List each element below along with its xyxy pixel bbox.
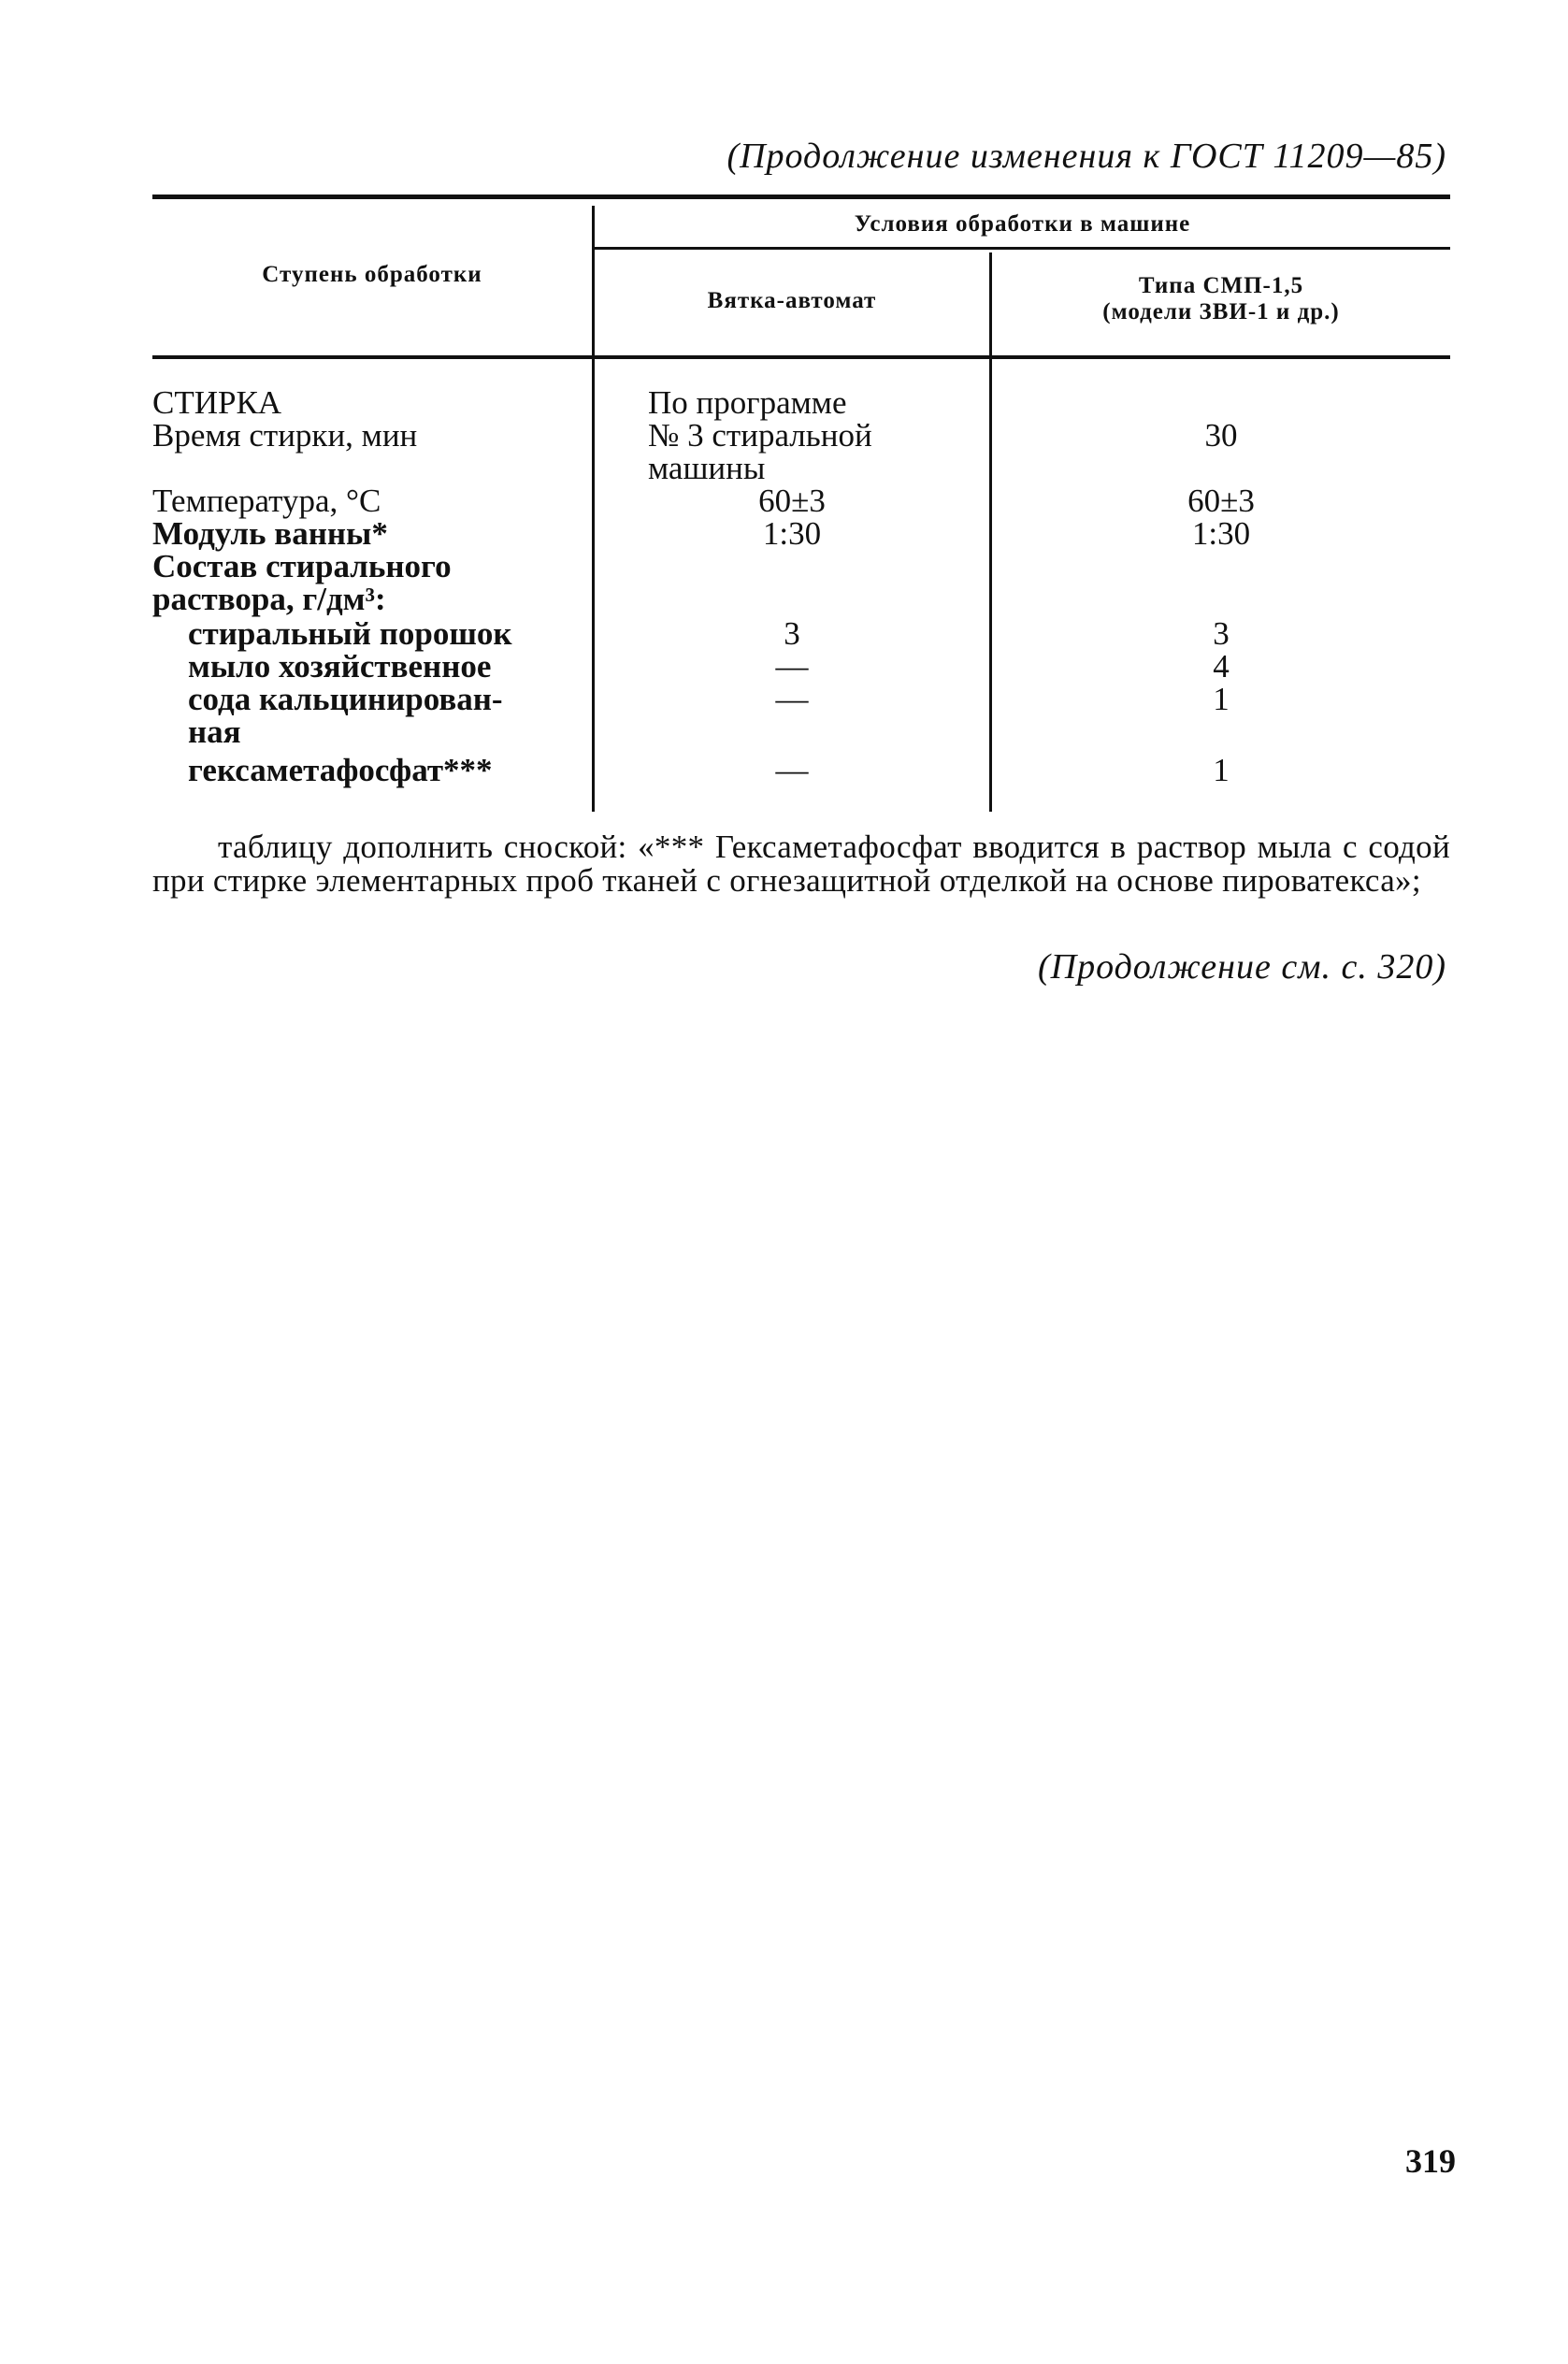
vyatka-cell: 3	[784, 615, 800, 652]
continuation-footer: (Продолжение см. с. 320)	[1037, 947, 1446, 987]
smp-cell: 1:30	[1191, 515, 1251, 552]
stage-cell: стиральный порошок	[188, 615, 512, 652]
header-stage: Ступень обработки	[262, 262, 482, 287]
smp-cell: 1	[1213, 681, 1230, 717]
vyatka-cell: 60±3	[758, 483, 826, 519]
smp-cell: 3	[1213, 615, 1230, 652]
header-bottom-rule	[152, 355, 1450, 359]
stage-cell: Температура, °С	[152, 483, 381, 519]
vyatka-cell: По программе	[648, 384, 847, 421]
smp-cell: 1	[1213, 752, 1230, 788]
header-smp-line2: (модели ЗВИ-1 и др.)	[1102, 299, 1340, 324]
table-top-rule	[152, 195, 1450, 199]
vyatka-cell: 1:30	[762, 515, 822, 552]
header-middle-rule	[592, 247, 1450, 250]
continuation-header: (Продолжение изменения к ГОСТ 11209—85)	[726, 137, 1446, 176]
header-vyatka: Вятка-автомат	[707, 288, 877, 313]
vyatka-cell: № 3 стиральной	[648, 417, 872, 454]
vyatka-cell: —	[775, 752, 809, 788]
stage-cell: Время стирки, мин	[152, 417, 418, 454]
header-smp-line1: Типа СМП-1,5	[1138, 273, 1304, 298]
stage-cell: раствора, г/дм³:	[152, 581, 386, 617]
footnote-instruction: таблицу дополнить сноской: «*** Гексаметафосфат вводится в раствор мыла с содой при стирке элементарных проб тканей с огнезащитной отделкой на основе пироватекса»;	[152, 829, 1450, 899]
vyatka-cell: машины	[648, 450, 766, 486]
vyatka-cell: —	[775, 648, 809, 685]
processing-table	[152, 195, 1450, 812]
stage-cell: сода кальцинирован-	[188, 681, 503, 717]
stage-cell: мыло хозяйственное	[188, 648, 492, 685]
header-smp	[992, 273, 1450, 325]
stage-cell: Состав стирального	[152, 548, 452, 584]
header-conditions: Условия обработки в машине	[854, 211, 1191, 237]
vyatka-cell: —	[775, 681, 809, 717]
stage-cell: Модуль ванны*	[152, 515, 388, 552]
smp-cell: 4	[1213, 648, 1230, 685]
stage-cell: ная	[188, 714, 241, 750]
page-number: 319	[1405, 2142, 1456, 2180]
stage-cell: гексаметафосфат***	[188, 752, 493, 788]
smp-cell: 60±3	[1187, 483, 1255, 519]
smp-cell: 30	[1204, 417, 1238, 454]
stage-cell: СТИРКА	[152, 384, 282, 421]
